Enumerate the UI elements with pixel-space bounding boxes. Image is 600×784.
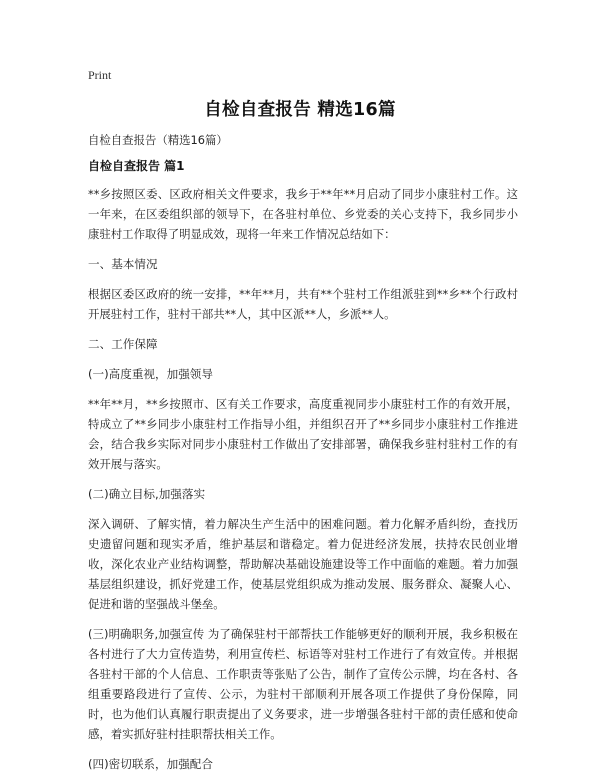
subsection-paragraph-1: **年**月，**乡按照市、区有关工作要求，高度重视同步小康驻村工作的有效开展，特成立了**乡同步小康驻村工作指导小组，并组织召开了**乡同步小康驻村工作推进会，结合我乡实际对同步小康驻村工作做出了安排部署，确保我乡驻村驻村工作的有效开展与落实。 [88, 397, 518, 471]
subsection-heading-2: (二)确立目标,加强落实 [88, 487, 206, 501]
subsection-heading-4: (四)密切联系，加强配合 [88, 757, 213, 771]
page-title: 自检自查报告 精选16篇 [204, 100, 396, 120]
subsection-heading-1: (一)高度重视，加强领导 [88, 367, 213, 381]
subsection-paragraph-3: (三)明确职务,加强宣传 为了确保驻村干部帮扶工作能够更好的顺利开展，我乡积极在各村进行了大力宣传造势，利用宣传栏、标语等对驻村工作进行了有效宣传。并根据各驻村干部的个人信息、工作职责等张贴了公告，制作了宣传公示牌，均在各村、各组重要路段进行了宣传、公示，为驻村干部顺利开展各项工作提供了身份保障，同时，也为他们认真履行职责提出了义务要求，进一步增强各驻村干部的责任感和使命感，着实抓好驻村挂职帮扶相关工作。 [88, 627, 518, 741]
print-link[interactable]: Print [88, 68, 112, 82]
section-heading-basic: 一、基本情况 [88, 257, 158, 271]
section-heading-guarantee: 二、工作保障 [88, 337, 158, 351]
document-body [88, 130, 518, 784]
basic-info-paragraph: 根据区委区政府的统一安排，**年**月，共有**个驻村工作组派驻到**乡**个行政村开展驻村工作，驻村干部共**人，其中区派**人，乡派**人。 [88, 287, 518, 321]
subsection-paragraph-2: 深入调研、了解实情，着力解决生产生活中的困难问题。着力化解矛盾纠纷，查找历史遗留问题和现实矛盾，维护基层和谐稳定。着力促进经济发展，扶持农民创业增收，深化农业产业结构调整，帮助解决基础设施建设等工作中面临的难题。着力加强基层组织建设，抓好党建工作，使基层党组织成为推动发展、服务群众、凝聚人心、促进和谐的坚强战斗堡垒。 [88, 517, 518, 611]
article-heading: 自检自查报告 篇1 [88, 159, 185, 173]
intro-paragraph: **乡按照区委、区政府相关文件要求，我乡于**年**月启动了同步小康驻村工作。这一年来，在区委组织部的领导下，在各驻村单位、乡党委的关心支持下，我乡同步小康驻村工作取得了明显成效，现将一年来工作情况总结如下： [88, 187, 518, 241]
document-subtitle: 自检自查报告（精选16篇） [88, 133, 228, 147]
